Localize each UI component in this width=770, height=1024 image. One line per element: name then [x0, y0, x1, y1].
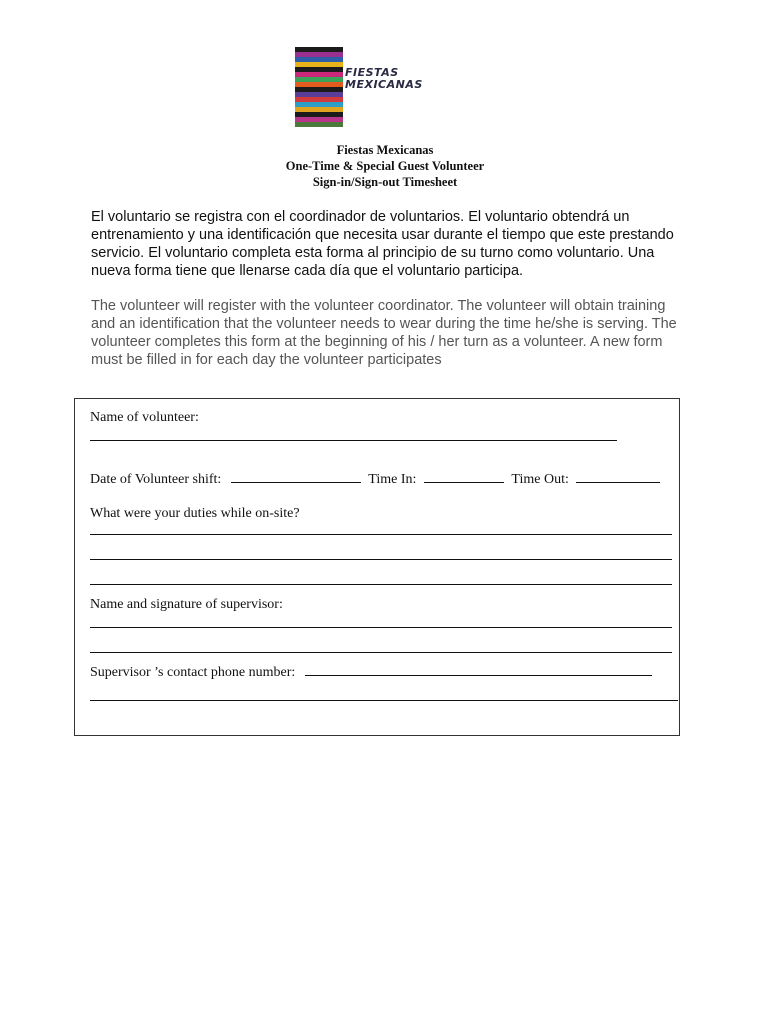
- phone-row: [90, 663, 652, 681]
- logo-line-2: MEXICANAS: [345, 78, 423, 91]
- logo-stripe: [295, 122, 343, 127]
- duties-line-3[interactable]: [90, 584, 672, 585]
- supervisor-line-2[interactable]: [90, 652, 672, 653]
- supervisor-phone-line[interactable]: [305, 663, 652, 676]
- serape-stripes-icon: [295, 47, 343, 127]
- time-out-label: Time Out:: [511, 472, 569, 487]
- volunteer-name-line[interactable]: [90, 440, 617, 441]
- time-in-label: Time In:: [368, 472, 417, 487]
- time-out-line[interactable]: [576, 470, 660, 483]
- header-org-name: Fiestas Mexicanas: [336, 143, 434, 157]
- fiestas-mexicanas-logo: [295, 47, 465, 127]
- time-in-line[interactable]: [424, 470, 504, 483]
- duties-line-1[interactable]: [90, 534, 672, 535]
- shift-date-label: Date of Volunteer shift:: [90, 472, 222, 487]
- supervisor-label: Name and signature of supervisor:: [90, 597, 283, 612]
- shift-row: [90, 470, 660, 488]
- logo-wordmark: [345, 67, 423, 91]
- document-header: [0, 142, 770, 190]
- supervisor-phone-label: Supervisor ’s contact phone number:: [90, 665, 296, 680]
- supervisor-line-1[interactable]: [90, 627, 672, 628]
- shift-date-line[interactable]: [231, 470, 361, 483]
- phone-extra-line[interactable]: [90, 700, 678, 701]
- instructions-english: The volunteer will register with the volunteer coordinator. The volunteer will obtain training and an identification that the volunteer needs to wear during the time he/she is serving. The volunteer completes this form at the beginning of his / her turn as a volunteer. A new form must be filled in for each day the volunteer participates: [91, 298, 677, 368]
- logo-line-1: FIESTAS: [345, 66, 399, 79]
- duties-label: What were your duties while on-site?: [90, 506, 300, 521]
- duties-line-2[interactable]: [90, 559, 672, 560]
- timesheet-form-box: [74, 398, 680, 736]
- header-form-title: One-Time & Special Guest Volunteer: [285, 159, 485, 173]
- header-form-subtitle: Sign-in/Sign-out Timesheet: [312, 175, 458, 189]
- volunteer-name-label: Name of volunteer:: [90, 410, 199, 425]
- instructions-spanish: El voluntario se registra con el coordinador de voluntarios. El voluntario obtendrá un entrenamiento y una identificación que necesita usar durante el tiempo que este prestando servicio. El voluntario completa esta forma al principio de su turno como voluntario. Una nueva forma tiene que llenarse cada día que el voluntario participa.: [91, 209, 674, 279]
